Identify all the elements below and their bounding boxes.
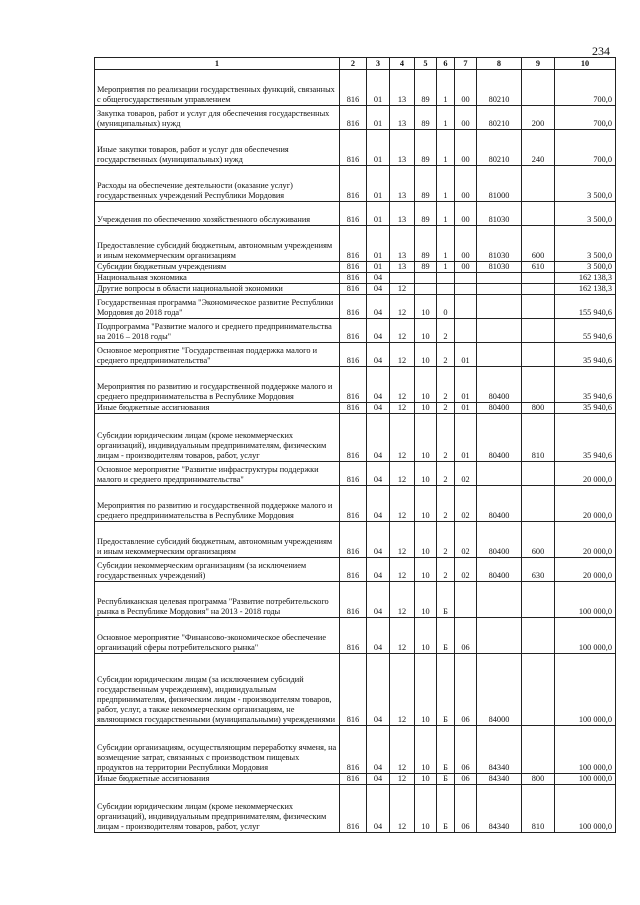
cell-expense-type	[522, 654, 555, 726]
cell-section: 04	[367, 486, 390, 522]
cell-description: Иные бюджетные ассигнования	[95, 403, 340, 414]
cell-subsection: 12	[390, 403, 415, 414]
cell-event: 06	[455, 726, 477, 774]
cell-direction: 80400	[477, 558, 522, 582]
table-row	[95, 166, 616, 202]
cell-subprogram: Б	[437, 582, 455, 618]
cell-amount: 162 138,3	[555, 273, 616, 284]
column-header-7: 7	[455, 58, 477, 70]
cell-gov-code: 816	[340, 70, 367, 106]
cell-expense-type: 810	[522, 785, 555, 833]
cell-expense-type	[522, 70, 555, 106]
cell-gov-code: 816	[340, 403, 367, 414]
cell-event: 00	[455, 130, 477, 166]
cell-program: 10	[415, 343, 437, 367]
cell-expense-type	[522, 618, 555, 654]
cell-amount: 3 500,0	[555, 202, 616, 226]
cell-event: 01	[455, 414, 477, 462]
cell-subprogram: 2	[437, 403, 455, 414]
cell-subprogram: 2	[437, 522, 455, 558]
cell-event: 02	[455, 462, 477, 486]
cell-event: 00	[455, 202, 477, 226]
cell-program: 10	[415, 726, 437, 774]
column-header-1: 1	[95, 58, 340, 70]
cell-direction: 80210	[477, 70, 522, 106]
cell-direction	[477, 618, 522, 654]
cell-description: Мероприятия по реализации государственных функций, связанных с общегосударственным управлением	[95, 70, 340, 106]
cell-gov-code: 816	[340, 582, 367, 618]
cell-subprogram: 0	[437, 295, 455, 319]
cell-expense-type	[522, 284, 555, 295]
cell-description: Иные бюджетные ассигнования	[95, 774, 340, 785]
cell-section: 04	[367, 726, 390, 774]
cell-section: 04	[367, 343, 390, 367]
cell-gov-code: 816	[340, 654, 367, 726]
cell-subsection: 13	[390, 70, 415, 106]
cell-event: 06	[455, 785, 477, 833]
cell-direction: 80400	[477, 414, 522, 462]
cell-description: Подпрограмма "Развитие малого и среднего предпринимательства на 2016 – 2018 годы"	[95, 319, 340, 343]
cell-section: 04	[367, 774, 390, 785]
cell-program	[415, 273, 437, 284]
column-header-5: 5	[415, 58, 437, 70]
table-row	[95, 558, 616, 582]
table-row	[95, 582, 616, 618]
cell-expense-type	[522, 166, 555, 202]
cell-section: 04	[367, 618, 390, 654]
cell-gov-code: 816	[340, 262, 367, 273]
cell-program	[415, 284, 437, 295]
cell-direction	[477, 273, 522, 284]
cell-program: 10	[415, 558, 437, 582]
cell-gov-code: 816	[340, 558, 367, 582]
cell-direction	[477, 343, 522, 367]
cell-section: 04	[367, 367, 390, 403]
cell-expense-type	[522, 367, 555, 403]
cell-subprogram: 2	[437, 343, 455, 367]
column-header-9: 9	[522, 58, 555, 70]
cell-program: 10	[415, 367, 437, 403]
cell-direction: 80210	[477, 130, 522, 166]
cell-subprogram: 1	[437, 202, 455, 226]
cell-expense-type	[522, 726, 555, 774]
cell-amount: 700,0	[555, 106, 616, 130]
cell-subprogram: 2	[437, 558, 455, 582]
budget-table	[94, 57, 616, 833]
cell-subprogram: 1	[437, 226, 455, 262]
cell-section: 01	[367, 262, 390, 273]
cell-expense-type	[522, 273, 555, 284]
cell-subprogram	[437, 273, 455, 284]
cell-amount: 3 500,0	[555, 166, 616, 202]
cell-amount: 20 000,0	[555, 462, 616, 486]
table-row	[95, 726, 616, 774]
cell-amount: 20 000,0	[555, 522, 616, 558]
cell-gov-code: 816	[340, 726, 367, 774]
cell-subsection: 12	[390, 462, 415, 486]
cell-program: 10	[415, 486, 437, 522]
cell-direction: 80400	[477, 522, 522, 558]
cell-gov-code: 816	[340, 273, 367, 284]
cell-subsection: 12	[390, 774, 415, 785]
cell-description: Предоставление субсидий бюджетным, автономным учреждениям и иным некоммерческим организациям	[95, 522, 340, 558]
cell-program: 10	[415, 295, 437, 319]
cell-event: 00	[455, 262, 477, 273]
cell-event	[455, 295, 477, 319]
cell-gov-code: 816	[340, 130, 367, 166]
cell-direction	[477, 295, 522, 319]
table-row	[95, 403, 616, 414]
cell-event: 06	[455, 774, 477, 785]
cell-description: Другие вопросы в области национальной экономики	[95, 284, 340, 295]
cell-section: 01	[367, 106, 390, 130]
cell-section: 01	[367, 166, 390, 202]
cell-section: 04	[367, 284, 390, 295]
cell-subprogram: Б	[437, 618, 455, 654]
cell-amount: 35 940,6	[555, 403, 616, 414]
cell-subprogram: Б	[437, 726, 455, 774]
cell-program: 10	[415, 654, 437, 726]
cell-direction: 84340	[477, 785, 522, 833]
table-row	[95, 226, 616, 262]
cell-expense-type	[522, 295, 555, 319]
table-row	[95, 654, 616, 726]
cell-expense-type: 630	[522, 558, 555, 582]
cell-description: Субсидии юридическим лицам (кроме некоммерческих организаций), индивидуальным предпринимателям, физическим лицам - производителям товаров, работ, услуг	[95, 414, 340, 462]
table-row	[95, 486, 616, 522]
cell-subprogram: 2	[437, 319, 455, 343]
cell-amount: 700,0	[555, 70, 616, 106]
cell-event: 02	[455, 522, 477, 558]
table-row	[95, 774, 616, 785]
cell-program: 10	[415, 319, 437, 343]
cell-gov-code: 816	[340, 785, 367, 833]
cell-subprogram: Б	[437, 774, 455, 785]
cell-subsection: 13	[390, 262, 415, 273]
cell-section: 04	[367, 582, 390, 618]
cell-program: 89	[415, 226, 437, 262]
cell-program: 10	[415, 522, 437, 558]
cell-gov-code: 816	[340, 462, 367, 486]
cell-expense-type	[522, 486, 555, 522]
table-row	[95, 295, 616, 319]
cell-section: 04	[367, 558, 390, 582]
cell-direction	[477, 284, 522, 295]
cell-event: 01	[455, 367, 477, 403]
cell-gov-code: 816	[340, 106, 367, 130]
cell-gov-code: 816	[340, 226, 367, 262]
cell-section: 01	[367, 226, 390, 262]
table-row	[95, 262, 616, 273]
cell-event: 02	[455, 558, 477, 582]
cell-description: Национальная экономика	[95, 273, 340, 284]
cell-section: 04	[367, 414, 390, 462]
cell-subsection	[390, 273, 415, 284]
cell-subsection: 12	[390, 785, 415, 833]
cell-program: 89	[415, 202, 437, 226]
cell-event: 01	[455, 343, 477, 367]
cell-subprogram: 1	[437, 106, 455, 130]
cell-event: 00	[455, 70, 477, 106]
cell-gov-code: 816	[340, 486, 367, 522]
cell-section: 04	[367, 295, 390, 319]
cell-subprogram: 1	[437, 130, 455, 166]
cell-description: Мероприятия по развитию и государственной поддержке малого и среднего предпринимательства в Республике Мордовия	[95, 486, 340, 522]
cell-section: 04	[367, 785, 390, 833]
table-row	[95, 70, 616, 106]
cell-subsection: 12	[390, 582, 415, 618]
cell-expense-type: 600	[522, 522, 555, 558]
cell-direction: 81030	[477, 202, 522, 226]
cell-direction: 84340	[477, 726, 522, 774]
cell-expense-type: 240	[522, 130, 555, 166]
cell-amount: 35 940,6	[555, 414, 616, 462]
cell-subprogram: 2	[437, 367, 455, 403]
cell-program: 89	[415, 106, 437, 130]
cell-subsection: 12	[390, 618, 415, 654]
cell-program: 10	[415, 618, 437, 654]
cell-description: Субсидии бюджетным учреждениям	[95, 262, 340, 273]
cell-gov-code: 816	[340, 166, 367, 202]
column-header-3: 3	[367, 58, 390, 70]
cell-program: 89	[415, 70, 437, 106]
cell-gov-code: 816	[340, 284, 367, 295]
cell-direction: 80400	[477, 367, 522, 403]
cell-gov-code: 816	[340, 618, 367, 654]
table-row	[95, 343, 616, 367]
cell-subprogram	[437, 284, 455, 295]
cell-subprogram: 2	[437, 486, 455, 522]
cell-subsection: 12	[390, 414, 415, 462]
column-header-2: 2	[340, 58, 367, 70]
cell-subprogram: Б	[437, 654, 455, 726]
cell-direction: 81000	[477, 166, 522, 202]
cell-section: 04	[367, 654, 390, 726]
cell-section: 01	[367, 70, 390, 106]
cell-subsection: 12	[390, 295, 415, 319]
cell-program: 10	[415, 403, 437, 414]
cell-description: Субсидии организациям, осуществляющим переработку ячменя, на возмещение затрат, связанных с производством пищевых продуктов на территории Республики Мордовия	[95, 726, 340, 774]
cell-section: 04	[367, 319, 390, 343]
cell-program: 10	[415, 414, 437, 462]
cell-event	[455, 582, 477, 618]
cell-expense-type: 810	[522, 414, 555, 462]
table-row	[95, 522, 616, 558]
cell-subsection: 12	[390, 522, 415, 558]
cell-description: Мероприятия по развитию и государственной поддержке малого и среднего предпринимательства в Республике Мордовия	[95, 367, 340, 403]
cell-description: Основное мероприятие "Государственная поддержка малого и среднего предпринимательства"	[95, 343, 340, 367]
cell-event: 02	[455, 486, 477, 522]
cell-subprogram: 1	[437, 70, 455, 106]
cell-description: Предоставление субсидий бюджетным, автономным учреждениям и иным некоммерческим организациям	[95, 226, 340, 262]
table-row	[95, 618, 616, 654]
cell-expense-type: 610	[522, 262, 555, 273]
cell-amount: 100 000,0	[555, 618, 616, 654]
cell-description: Закупка товаров, работ и услуг для обеспечения государственных (муниципальных) нужд	[95, 106, 340, 130]
cell-amount: 100 000,0	[555, 726, 616, 774]
cell-subsection: 12	[390, 486, 415, 522]
cell-program: 10	[415, 785, 437, 833]
cell-amount: 20 000,0	[555, 486, 616, 522]
cell-subsection: 13	[390, 130, 415, 166]
column-header-10: 10	[555, 58, 616, 70]
cell-amount: 3 500,0	[555, 226, 616, 262]
cell-expense-type: 200	[522, 106, 555, 130]
cell-direction: 84340	[477, 774, 522, 785]
cell-section: 04	[367, 522, 390, 558]
cell-program: 89	[415, 166, 437, 202]
cell-program: 10	[415, 462, 437, 486]
cell-subsection: 12	[390, 726, 415, 774]
cell-amount: 3 500,0	[555, 262, 616, 273]
cell-description: Государственная программа "Экономическое развитие Республики Мордовия до 2018 года"	[95, 295, 340, 319]
cell-expense-type	[522, 202, 555, 226]
table-row	[95, 319, 616, 343]
cell-description: Основное мероприятие "Финансово-экономическое обеспечение организаций сферы потребительского рынка"	[95, 618, 340, 654]
cell-description: Основное мероприятие "Развитие инфраструктуры поддержки малого и среднего предпринимательства"	[95, 462, 340, 486]
cell-description: Республиканская целевая программа "Развитие потребительского рынка в Республике Мордовия" на 2013 - 2018 годы	[95, 582, 340, 618]
cell-subsection: 13	[390, 202, 415, 226]
cell-section: 01	[367, 130, 390, 166]
table-row	[95, 130, 616, 166]
cell-description: Иные закупки товаров, работ и услуг для обеспечения государственных (муниципальных) нужд	[95, 130, 340, 166]
cell-subsection: 12	[390, 343, 415, 367]
table-row	[95, 284, 616, 295]
cell-amount: 55 940,6	[555, 319, 616, 343]
cell-expense-type	[522, 343, 555, 367]
column-header-4: 4	[390, 58, 415, 70]
cell-subsection: 13	[390, 226, 415, 262]
table-row	[95, 462, 616, 486]
cell-gov-code: 816	[340, 522, 367, 558]
table-row	[95, 785, 616, 833]
cell-expense-type	[522, 462, 555, 486]
cell-section: 04	[367, 403, 390, 414]
cell-event: 06	[455, 618, 477, 654]
cell-section: 04	[367, 273, 390, 284]
cell-subprogram: 1	[437, 166, 455, 202]
cell-event	[455, 319, 477, 343]
column-header-6: 6	[437, 58, 455, 70]
cell-gov-code: 816	[340, 367, 367, 403]
cell-subsection: 12	[390, 558, 415, 582]
cell-gov-code: 816	[340, 202, 367, 226]
cell-direction: 81030	[477, 226, 522, 262]
cell-event: 06	[455, 654, 477, 726]
cell-description: Субсидии юридическим лицам (за исключением субсидий государственным учреждениям), индивидуальным предпринимателям, физическим лицам - производителям товаров, работ, услуг, а также некоммерческим организациям, не являющимся государственными (муниципальными) учреждениями	[95, 654, 340, 726]
cell-subsection: 12	[390, 367, 415, 403]
cell-description: Субсидии юридическим лицам (кроме некоммерческих организаций), индивидуальным предпринимателям, физическим лицам - производителям товаров, работ, услуг	[95, 785, 340, 833]
cell-subprogram: 2	[437, 462, 455, 486]
cell-gov-code: 816	[340, 414, 367, 462]
cell-expense-type	[522, 319, 555, 343]
cell-program: 10	[415, 774, 437, 785]
page-number: 234	[592, 44, 610, 58]
cell-expense-type: 800	[522, 774, 555, 785]
table-body	[95, 70, 616, 833]
cell-gov-code: 816	[340, 774, 367, 785]
cell-amount: 35 940,6	[555, 343, 616, 367]
cell-program: 89	[415, 130, 437, 166]
table-header-row	[95, 58, 616, 70]
cell-direction: 84000	[477, 654, 522, 726]
cell-gov-code: 816	[340, 319, 367, 343]
cell-direction	[477, 582, 522, 618]
cell-description: Расходы на обеспечение деятельности (оказание услуг) государственных учреждений Республики Мордовия	[95, 166, 340, 202]
cell-direction: 80400	[477, 403, 522, 414]
column-header-8: 8	[477, 58, 522, 70]
cell-subsection: 13	[390, 106, 415, 130]
cell-subsection: 12	[390, 284, 415, 295]
cell-amount: 100 000,0	[555, 582, 616, 618]
table-row	[95, 367, 616, 403]
cell-amount: 35 940,6	[555, 367, 616, 403]
table-row	[95, 106, 616, 130]
cell-amount: 100 000,0	[555, 785, 616, 833]
cell-program: 10	[415, 582, 437, 618]
cell-event	[455, 273, 477, 284]
cell-expense-type: 800	[522, 403, 555, 414]
cell-expense-type	[522, 582, 555, 618]
cell-amount: 100 000,0	[555, 774, 616, 785]
cell-subsection: 12	[390, 654, 415, 726]
cell-direction	[477, 319, 522, 343]
cell-event: 00	[455, 106, 477, 130]
cell-subprogram: Б	[437, 785, 455, 833]
cell-subsection: 12	[390, 319, 415, 343]
cell-section: 04	[367, 462, 390, 486]
cell-subprogram: 1	[437, 262, 455, 273]
cell-direction	[477, 462, 522, 486]
cell-gov-code: 816	[340, 295, 367, 319]
table-row	[95, 414, 616, 462]
cell-event: 00	[455, 166, 477, 202]
cell-subprogram: 2	[437, 414, 455, 462]
cell-expense-type: 600	[522, 226, 555, 262]
table-row	[95, 273, 616, 284]
cell-amount: 155 940,6	[555, 295, 616, 319]
cell-program: 89	[415, 262, 437, 273]
cell-subsection: 13	[390, 166, 415, 202]
cell-event: 00	[455, 226, 477, 262]
cell-amount: 700,0	[555, 130, 616, 166]
cell-amount: 162 138,3	[555, 284, 616, 295]
cell-description: Субсидии некоммерческим организациям (за исключением государственных учреждений)	[95, 558, 340, 582]
cell-amount: 100 000,0	[555, 654, 616, 726]
cell-event	[455, 284, 477, 295]
cell-direction: 80210	[477, 106, 522, 130]
cell-section: 01	[367, 202, 390, 226]
cell-gov-code: 816	[340, 343, 367, 367]
cell-direction: 80400	[477, 486, 522, 522]
cell-event: 01	[455, 403, 477, 414]
cell-amount: 20 000,0	[555, 558, 616, 582]
table-row	[95, 202, 616, 226]
cell-direction: 81030	[477, 262, 522, 273]
cell-description: Учреждения по обеспечению хозяйственного обслуживания	[95, 202, 340, 226]
